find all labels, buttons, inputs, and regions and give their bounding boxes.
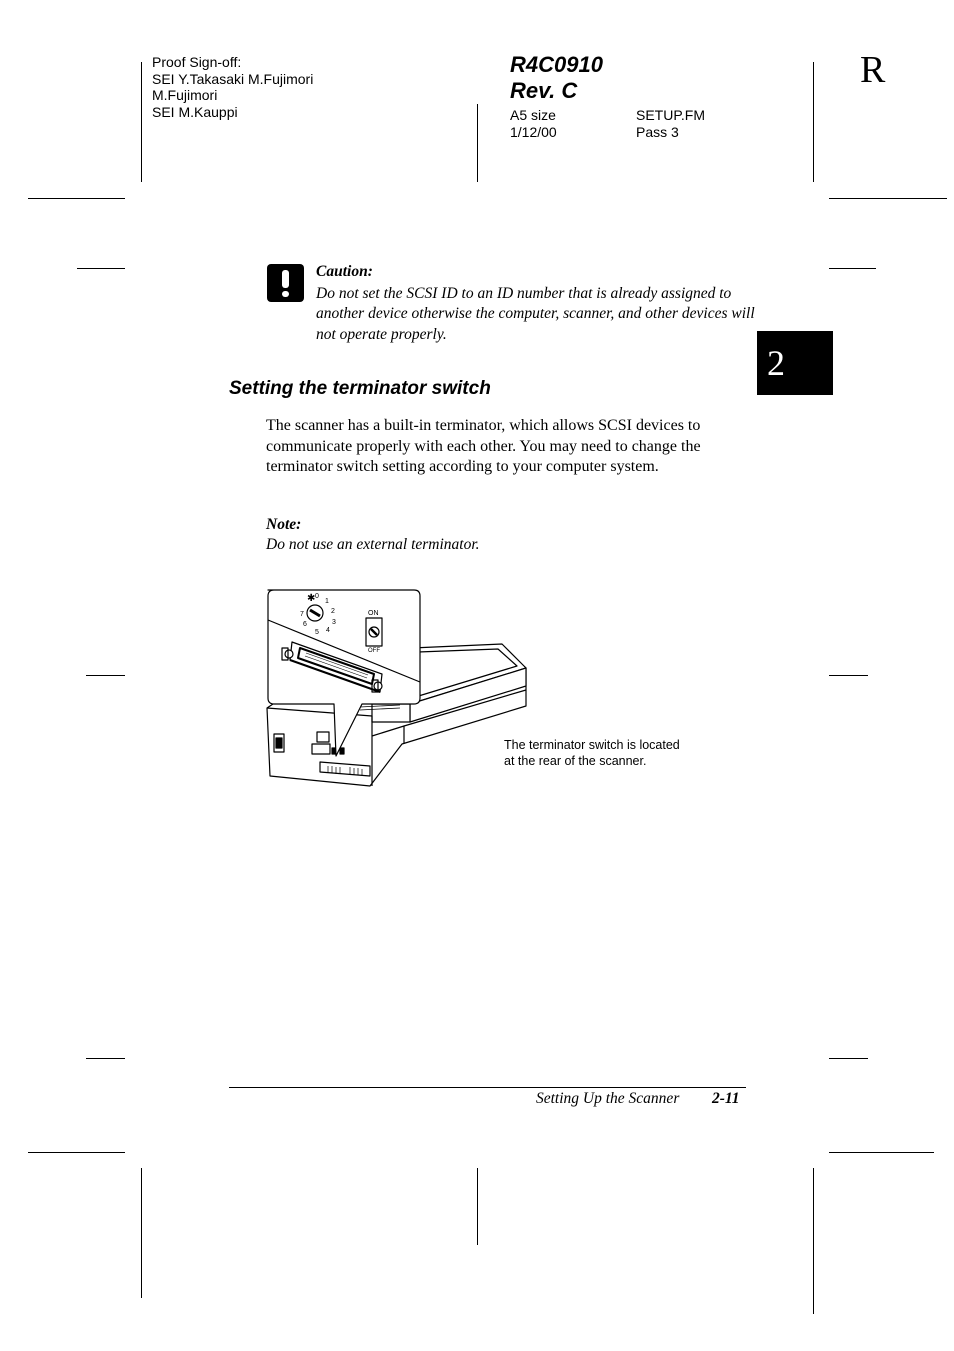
caption-line: at the rear of the scanner. [504, 753, 647, 768]
figure-caption [504, 738, 680, 769]
dial-number: 6 [303, 621, 307, 628]
proof-signoff [152, 54, 313, 120]
note-body: Do not use an external terminator. [266, 536, 480, 553]
scanner-illustration [262, 586, 532, 792]
proof-line: Proof Sign-off: [152, 54, 242, 70]
crop-mark [477, 104, 478, 182]
dial-number: 5 [315, 629, 319, 636]
crop-mark [28, 198, 125, 199]
proof-line: SEI Y.Takasaki M.Fujimori [152, 70, 314, 87]
dial-number: 2 [331, 608, 335, 615]
page-number: 2-11 [712, 1090, 740, 1107]
doc-code: R4C0910 [510, 52, 603, 77]
crop-mark [28, 1152, 125, 1153]
meta-left [510, 107, 557, 140]
switch-on-label: ON [368, 610, 379, 617]
dial-number: 3 [332, 619, 336, 626]
paper-size: A5 size [510, 107, 556, 123]
crop-mark [813, 62, 814, 182]
crop-mark [141, 1168, 142, 1298]
note-title: Note: [266, 516, 302, 533]
footer-rule [229, 1087, 746, 1088]
file-name: SETUP.FM [636, 107, 705, 123]
crop-mark [829, 1152, 934, 1153]
crop-mark [829, 1058, 868, 1059]
dial-number: 7 [300, 611, 304, 618]
chapter-tab: 2 [757, 331, 833, 395]
switch-off-label: OFF [368, 648, 380, 654]
dial-number: 0 [315, 593, 319, 600]
dial-number: 1 [325, 598, 329, 605]
section-heading: Setting the terminator switch [229, 378, 491, 399]
body-paragraph: The scanner has a built-in terminator, which allows SCSI devices to communicate properly with each other. You may need to change the terminator switch setting according to your computer system. [266, 417, 701, 476]
crop-mark [813, 1168, 814, 1314]
proof-line: SEI M.Kauppi [152, 103, 238, 120]
crop-mark [829, 675, 868, 676]
crop-mark [829, 198, 947, 199]
dial-star: ✱ [307, 593, 316, 604]
document-code [510, 52, 603, 104]
corner-mark: R [860, 49, 886, 91]
crop-mark [86, 1058, 125, 1059]
revision: Rev. C [510, 78, 578, 103]
crop-mark [86, 675, 125, 676]
crop-mark [829, 268, 876, 269]
crop-mark [77, 268, 125, 269]
caution-title: Caution: [316, 263, 373, 280]
footer-chapter-title: Setting Up the Scanner [536, 1090, 680, 1107]
caption-line: The terminator switch is located [504, 738, 680, 752]
dial-number: 4 [326, 627, 330, 634]
crop-mark [141, 62, 142, 182]
crop-mark [477, 1168, 478, 1245]
meta-right [636, 107, 705, 140]
caution-icon [267, 264, 304, 302]
caution-body: Do not set the SCSI ID to an ID number that is already assigned to another device otherwise the computer, scanner, and other devices will not operate properly. [316, 285, 755, 343]
proof-line: M.Fujimori [152, 87, 218, 103]
pass: Pass 3 [636, 123, 679, 140]
date: 1/12/00 [510, 123, 557, 140]
